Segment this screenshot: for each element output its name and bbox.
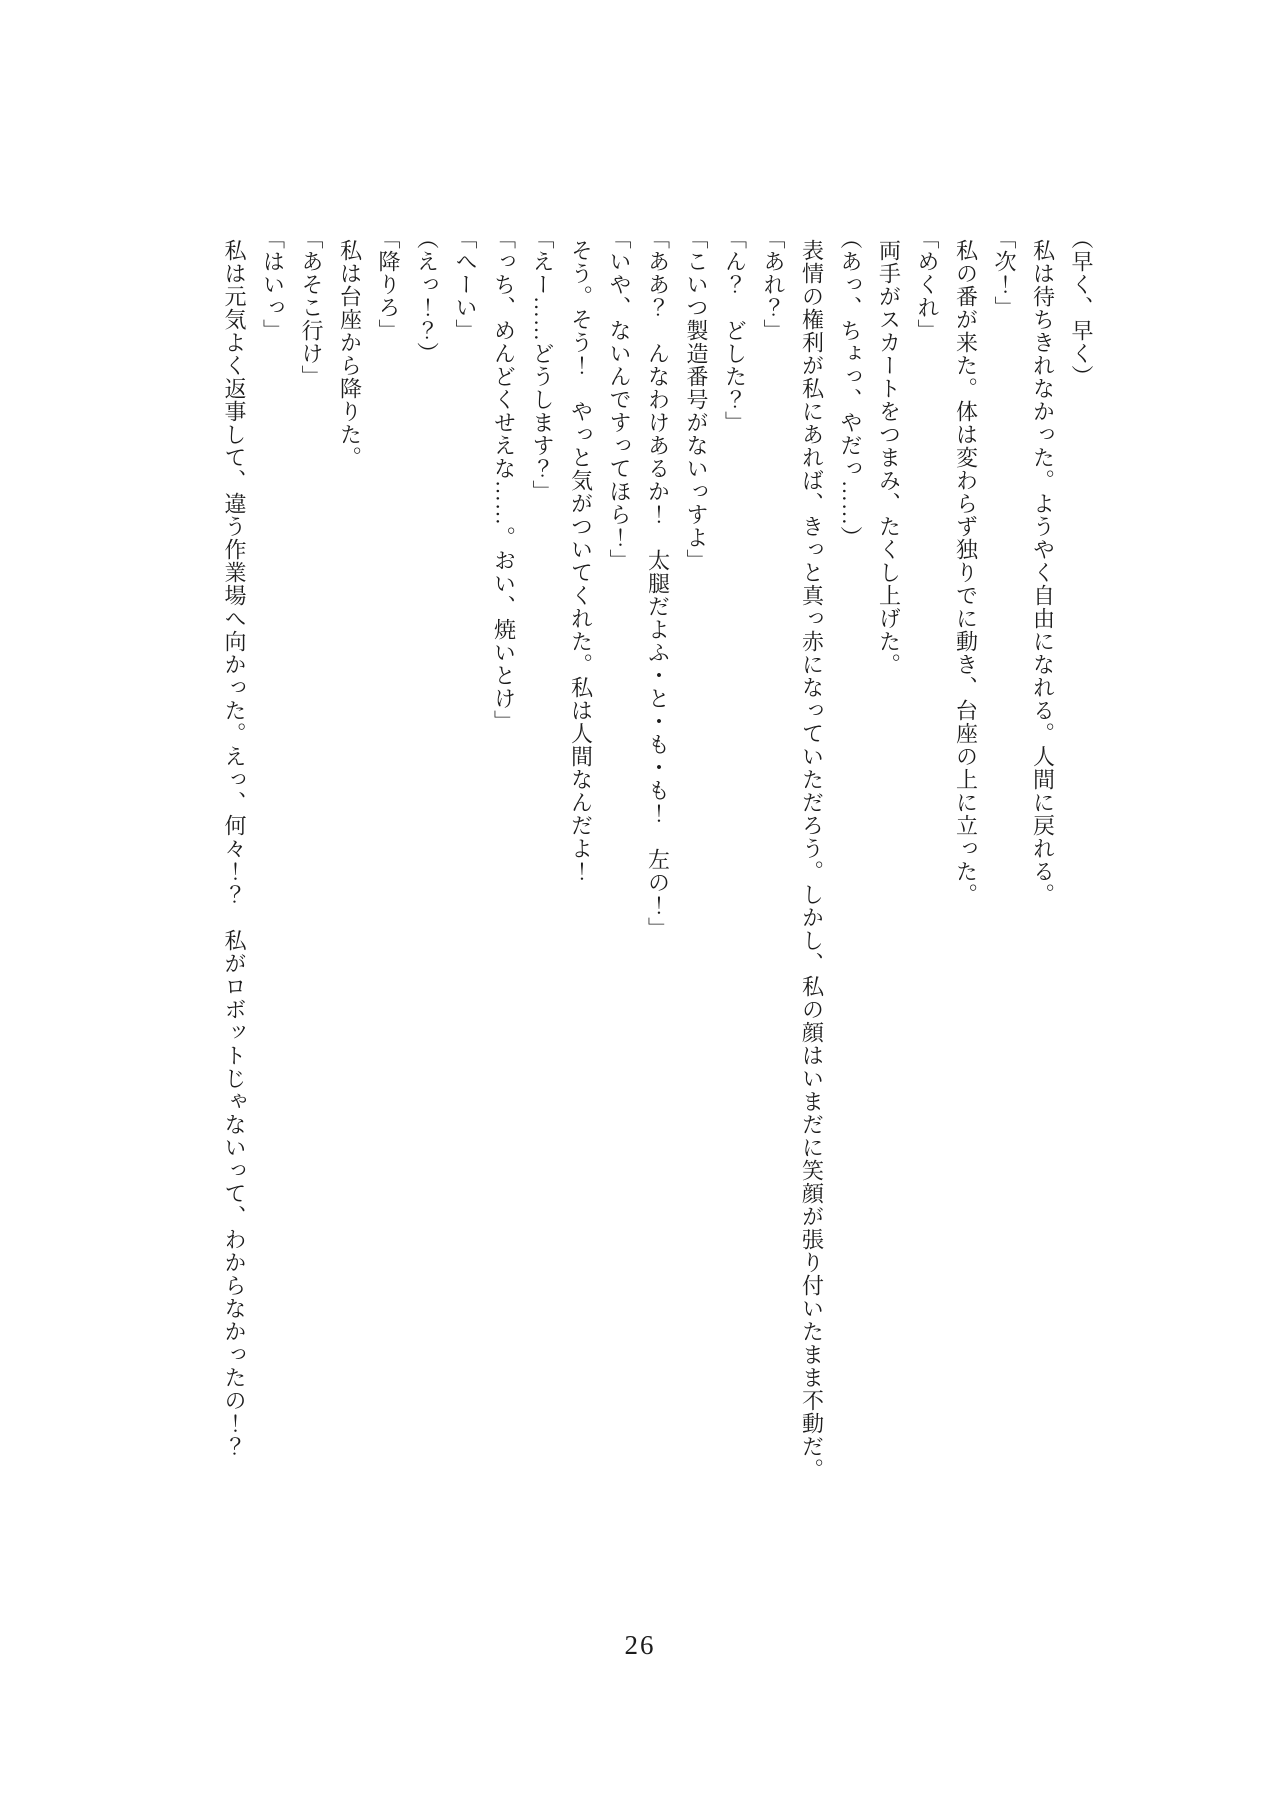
text-column: 「ああ？ んなわけあるか！ 太腿だよふ・と・も・も！ 左の！」 [645, 227, 671, 940]
text-column: 「いや、ないんですってほら！」 [607, 227, 632, 572]
text-column: 「へーい」 [453, 227, 478, 342]
text-column: 「こいつ製造番号がないっすよ」 [684, 227, 709, 572]
text-column: （えっ！？） [414, 227, 440, 365]
text-column: そう。そう！ やっと気がついてくれた。私は人間なんだよ！ [568, 239, 594, 884]
text-column: （あっ、ちょっ、やだっ……） [838, 227, 863, 549]
text-column: 私の番が来た。体は変わらず独りでに動き、台座の上に立った。 [953, 239, 979, 907]
page-number: 26 [624, 1630, 656, 1660]
text-column: 私は元気よく返事して、違う作業場へ向かった。えっ、何々！？ 私がロボットじゃないって、わからなかったの！？ [222, 239, 247, 1459]
text-column: 「降りろ」 [376, 227, 401, 342]
text-column: 「はいっ」 [260, 227, 286, 342]
text-column: 「えー……どうします？」 [530, 227, 555, 503]
text-column: 私は台座から降りた。 [337, 239, 363, 470]
text-block [208, 227, 1094, 1507]
text-column: 「次！」 [992, 227, 1017, 319]
text-column: 「あれ？」 [761, 227, 786, 342]
text-column: 両手がスカートをつまみ、たくし上げた。 [876, 239, 902, 677]
text-column: 「っち、めんどくせえな……。おい、焼いとけ」 [491, 227, 517, 733]
text-column: 表情の権利が私にあれば、きっと真っ赤になっていただろう。しかし、私の顔はいまだに笑顔が張り付いたまま不動だ。 [799, 239, 825, 1482]
text-column: 「ん？ どした？」 [722, 227, 748, 434]
text-column: 私は待ちきれなかった。ようやく自由になれる。人間に戻れる。 [1030, 239, 1056, 907]
text-column: 「あそこ行け」 [299, 227, 324, 388]
text-column: 「めくれ」 [915, 227, 940, 342]
text-column: （早く、早く） [1069, 227, 1094, 388]
